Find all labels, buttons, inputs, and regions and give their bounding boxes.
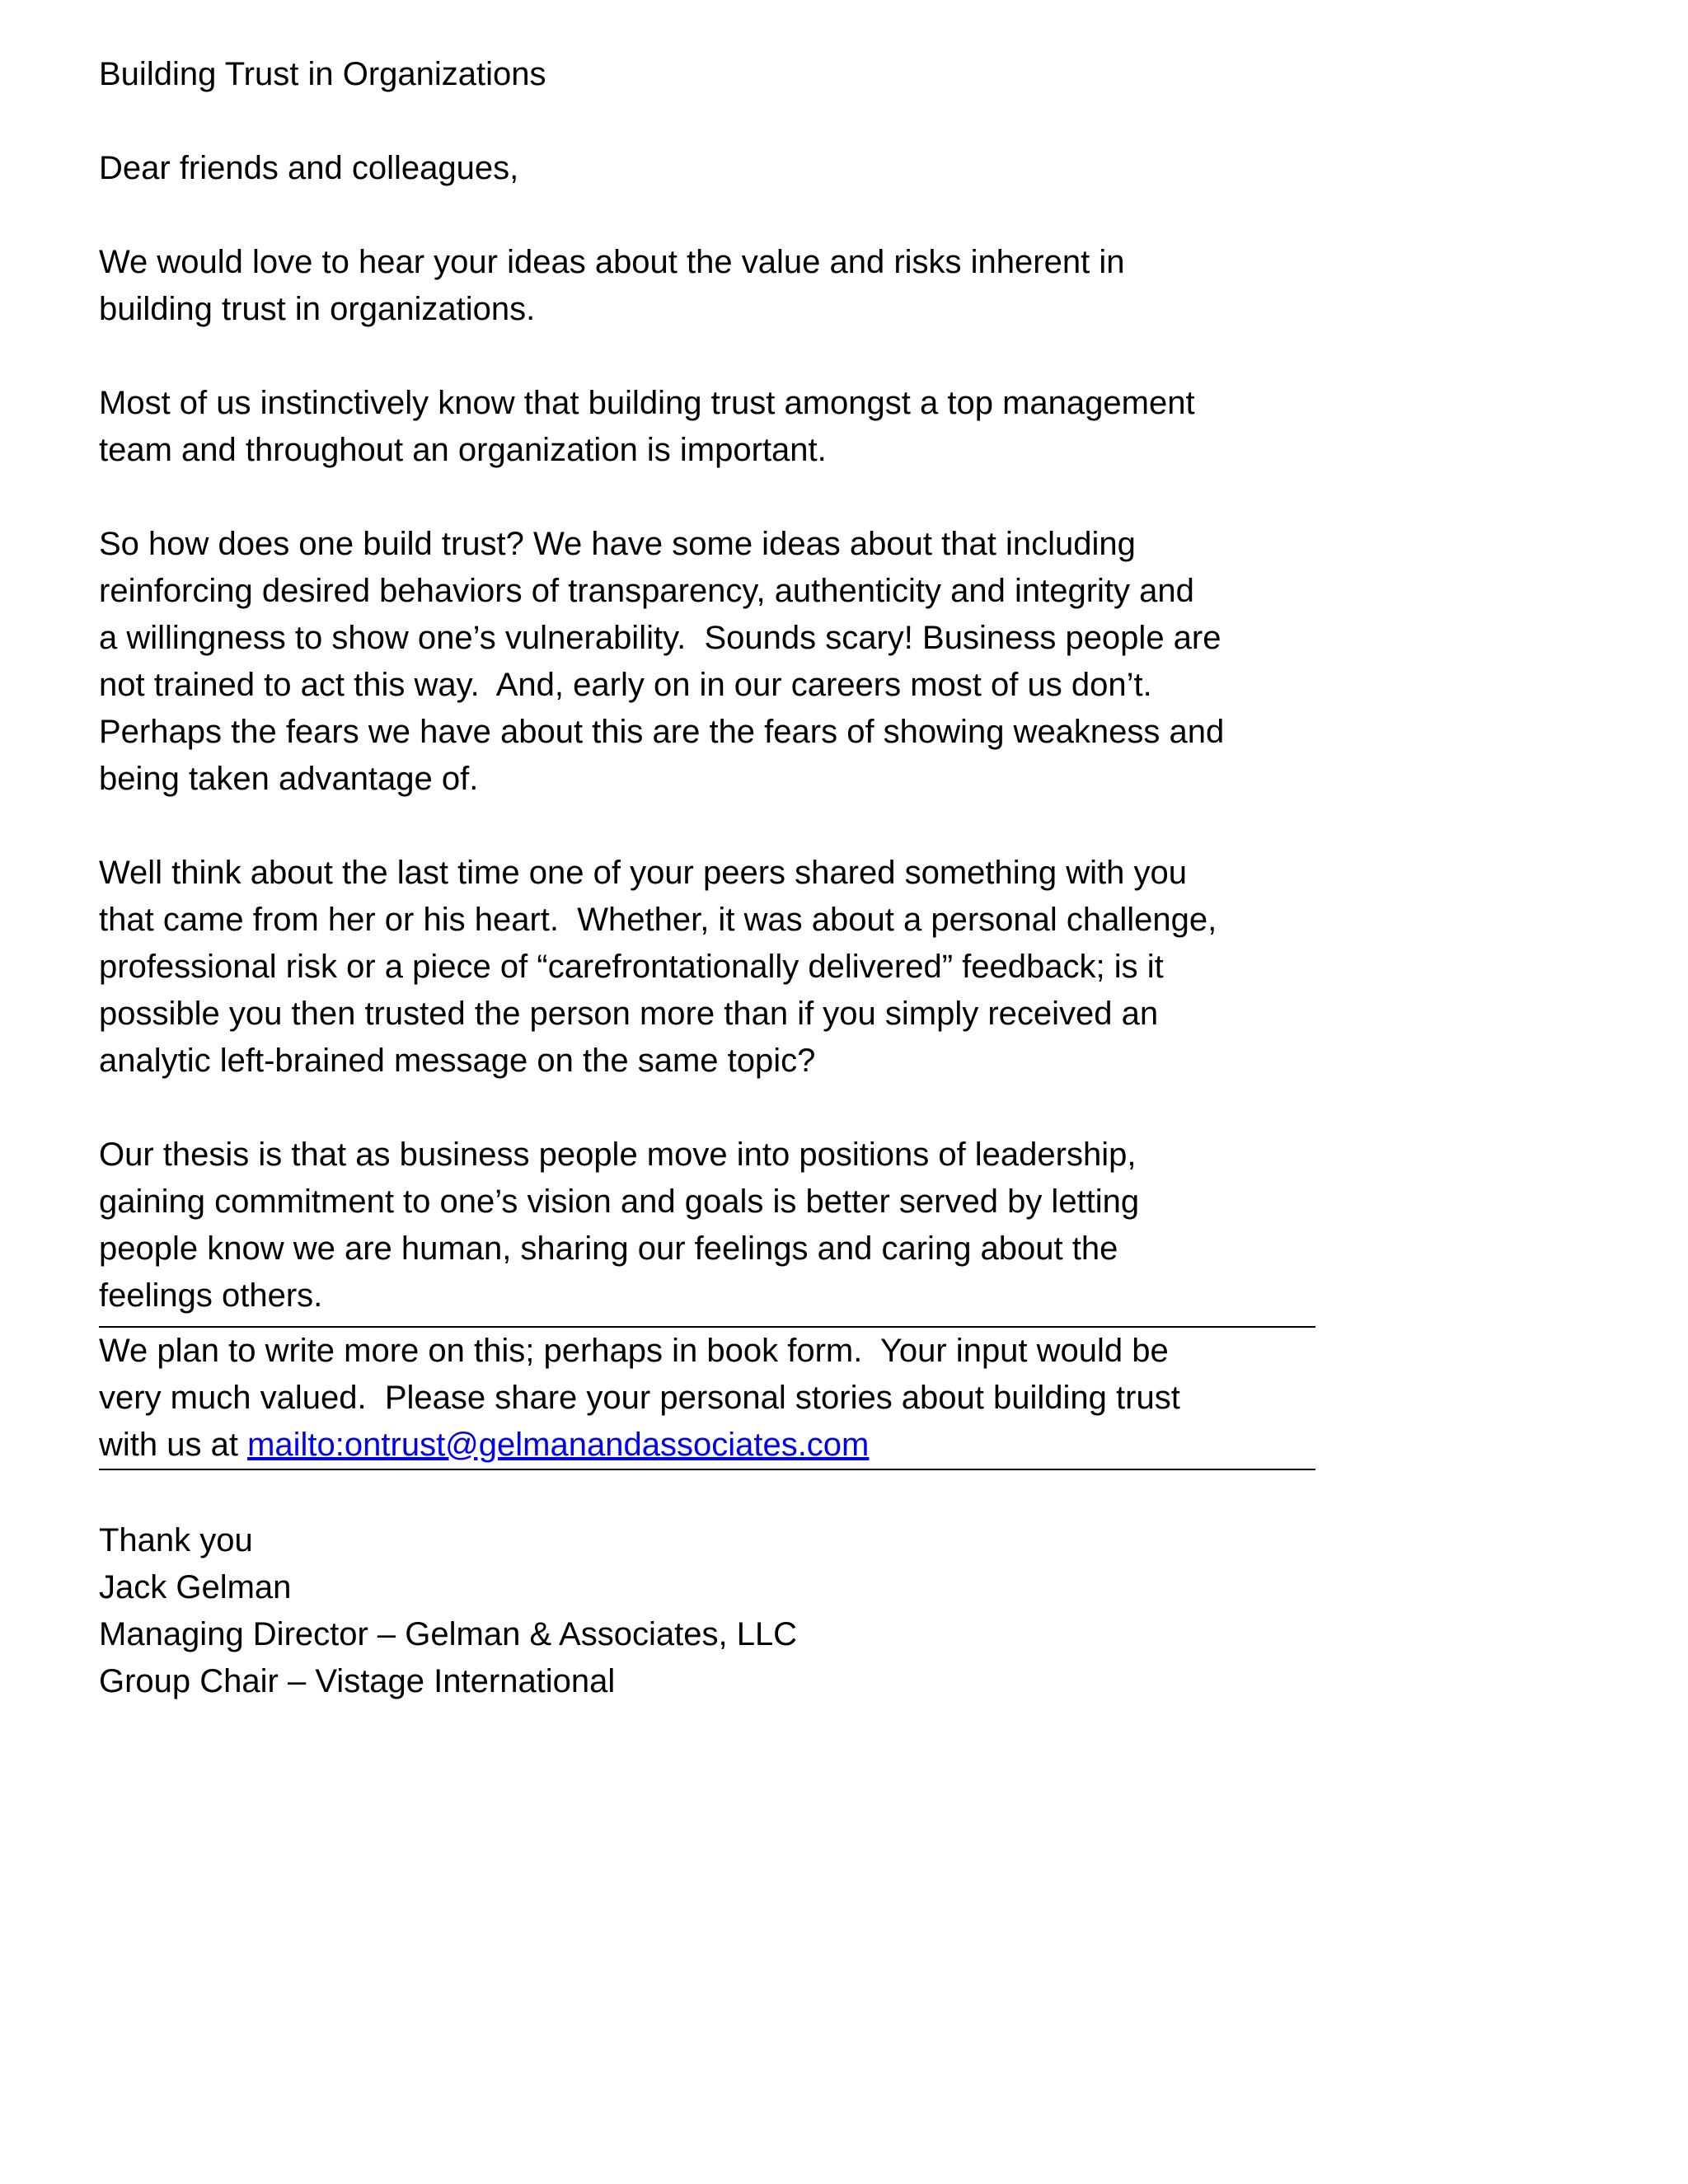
callout-line: very much valued. Please share your personal stories about building trust — [99, 1380, 1180, 1416]
paragraph-line: being taken advantage of. — [99, 761, 479, 797]
paragraph-line: Well think about the last time one of your peers shared something with you — [99, 855, 1187, 891]
paragraph-line: We would love to hear your ideas about the value and risks inherent in — [99, 244, 1125, 280]
signature-line: Managing Director – Gelman & Associates, LLC — [99, 1616, 798, 1652]
paragraph-3 — [99, 521, 1319, 803]
paragraph-line: people know we are human, sharing our feelings and caring about the — [99, 1230, 1118, 1267]
callout-prefix: with us at — [99, 1427, 248, 1463]
paragraph-2 — [99, 380, 1319, 474]
page-title: Building Trust in Organizations — [99, 56, 546, 92]
paragraph-1 — [99, 239, 1319, 333]
paragraph-line: a willingness to show one’s vulnerability. Sounds scary! Business people are — [99, 620, 1221, 656]
paragraph-line: analytic left-brained message on the same topic? — [99, 1043, 816, 1079]
paragraph-line: gaining commitment to one’s vision and goals is better served by letting — [99, 1183, 1140, 1220]
paragraph-line: reinforcing desired behaviors of transparency, authenticity and integrity and — [99, 573, 1194, 609]
paragraph-line: Most of us instinctively know that building trust amongst a top management — [99, 385, 1195, 421]
signature-line: Group Chair – Vistage International — [99, 1663, 616, 1699]
signature-block — [99, 1517, 1319, 1705]
paragraph-line: that came from her or his heart. Whether, it was about a personal challenge, — [99, 902, 1217, 938]
paragraph-line: Perhaps the fears we have about this are the fears of showing weakness and — [99, 714, 1225, 750]
signature-name: Jack Gelman — [99, 1569, 292, 1605]
callout-box — [99, 1328, 1319, 1469]
paragraph-line: feelings others. — [99, 1277, 323, 1314]
paragraph-line: possible you then trusted the person more than if you simply received an — [99, 996, 1159, 1032]
paragraph-line: So how does one build trust? We have some ideas about that including — [99, 526, 1136, 562]
email-link[interactable]: mailto:ontrust@gelmanandassociates.com — [247, 1427, 870, 1463]
paragraph-line: team and throughout an organization is important. — [99, 432, 827, 468]
paragraph-line: building trust in organizations. — [99, 291, 536, 327]
callout-line: We plan to write more on this; perhaps in book form. Your input would be — [99, 1333, 1169, 1369]
signature-line: Thank you — [99, 1522, 253, 1558]
paragraph-5 — [99, 1132, 1319, 1319]
paragraph-line: not trained to act this way. And, early on in our careers most of us don’t. — [99, 667, 1152, 703]
paragraph-4 — [99, 850, 1319, 1085]
letter-page — [99, 51, 1319, 1705]
callout-bottom-rule — [99, 1469, 1315, 1470]
paragraph-line: professional risk or a piece of “carefrontationally delivered” feedback; is it — [99, 949, 1164, 985]
callout-line-last — [99, 1422, 1319, 1469]
paragraph-line: Our thesis is that as business people move into positions of leadership, — [99, 1137, 1137, 1173]
greeting: Dear friends and colleagues, — [99, 150, 519, 186]
